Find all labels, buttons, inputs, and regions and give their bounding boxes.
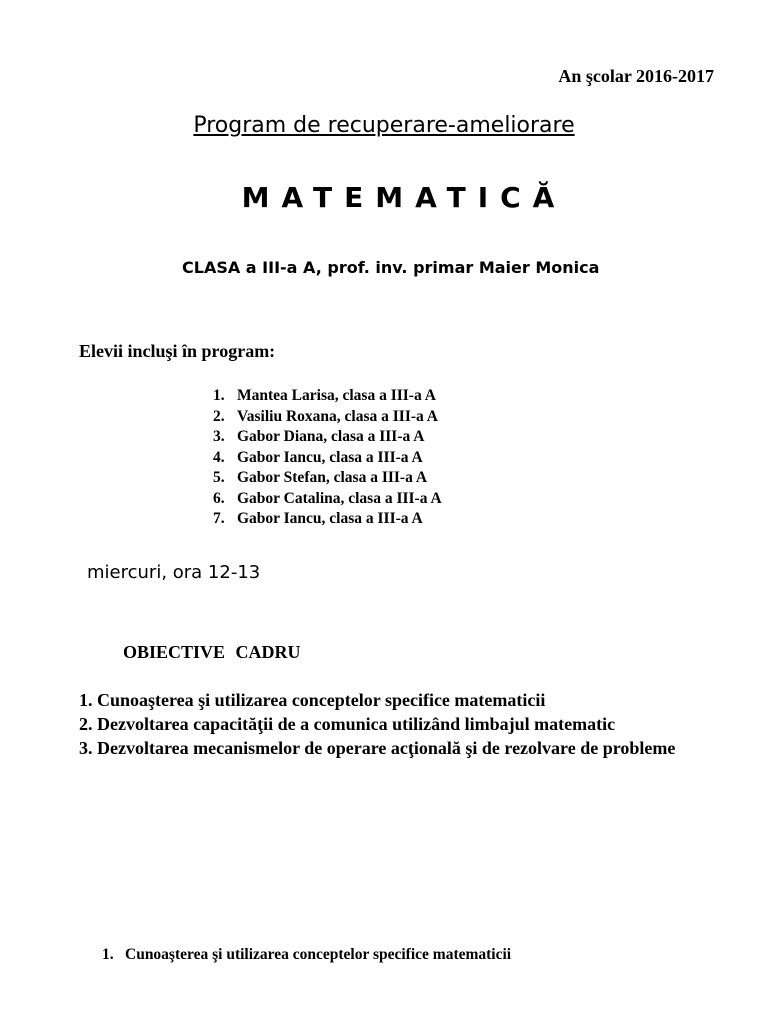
objective-item: 1. Cunoaşterea şi utilizarea conceptelor specifice matematicii bbox=[79, 690, 546, 710]
list-item bbox=[213, 509, 442, 530]
list-number: 3. bbox=[213, 428, 225, 445]
student-name: Vasiliu Roxana, clasa a III-a A bbox=[237, 407, 438, 425]
student-name: Gabor Diana, clasa a III-a A bbox=[237, 428, 425, 445]
student-name: Gabor Iancu, clasa a III-a A bbox=[237, 448, 423, 466]
list-number: 7. bbox=[213, 510, 225, 527]
list-number: 1. bbox=[102, 946, 114, 963]
footer-objective-text: Cunoaşterea şi utilizarea conceptelor specifice matematicii bbox=[125, 946, 512, 963]
list-number: 6. bbox=[213, 489, 225, 507]
class-info: CLASA a III-a A, prof. inv. primar Maier Monica bbox=[182, 258, 600, 277]
student-name: Mantea Larisa, clasa a III-a A bbox=[237, 387, 436, 404]
list-item bbox=[213, 448, 442, 469]
list-number: 2. bbox=[213, 407, 225, 425]
objective-item: 3. Dezvoltarea mecanismelor de operare acţională şi de rezolvare de probleme bbox=[79, 738, 676, 758]
subject-title: MATEMATICĂ bbox=[241, 181, 567, 214]
student-name: Gabor Iancu, clasa a III-a A bbox=[237, 510, 423, 527]
student-list bbox=[213, 386, 442, 530]
schedule: miercuri, ora 12-13 bbox=[87, 562, 261, 583]
list-item bbox=[213, 386, 442, 407]
list-item bbox=[213, 489, 442, 510]
list-item bbox=[213, 407, 442, 428]
list-number: 1. bbox=[213, 387, 225, 404]
objectives-heading-text: OBIECTIVE CADRU bbox=[123, 642, 301, 662]
student-name: Gabor Catalina, clasa a III-a A bbox=[237, 489, 442, 507]
objective-item: 2. Dezvoltarea capacităţii de a comunica utilizând limbajul matematic bbox=[79, 714, 616, 734]
student-name: Gabor Stefan, clasa a III-a A bbox=[237, 469, 428, 486]
program-title: Program de recuperare-ameliorare bbox=[193, 113, 575, 138]
list-number: 5. bbox=[213, 469, 225, 486]
objectives-heading bbox=[123, 642, 301, 663]
students-heading: Elevii incluşi în program: bbox=[79, 341, 276, 361]
objectives-list bbox=[79, 688, 719, 760]
list-item bbox=[213, 468, 442, 489]
school-year: An şcolar 2016-2017 bbox=[558, 66, 714, 86]
footer-objective-item bbox=[102, 946, 511, 964]
list-number: 4. bbox=[213, 448, 225, 466]
list-item bbox=[213, 427, 442, 448]
